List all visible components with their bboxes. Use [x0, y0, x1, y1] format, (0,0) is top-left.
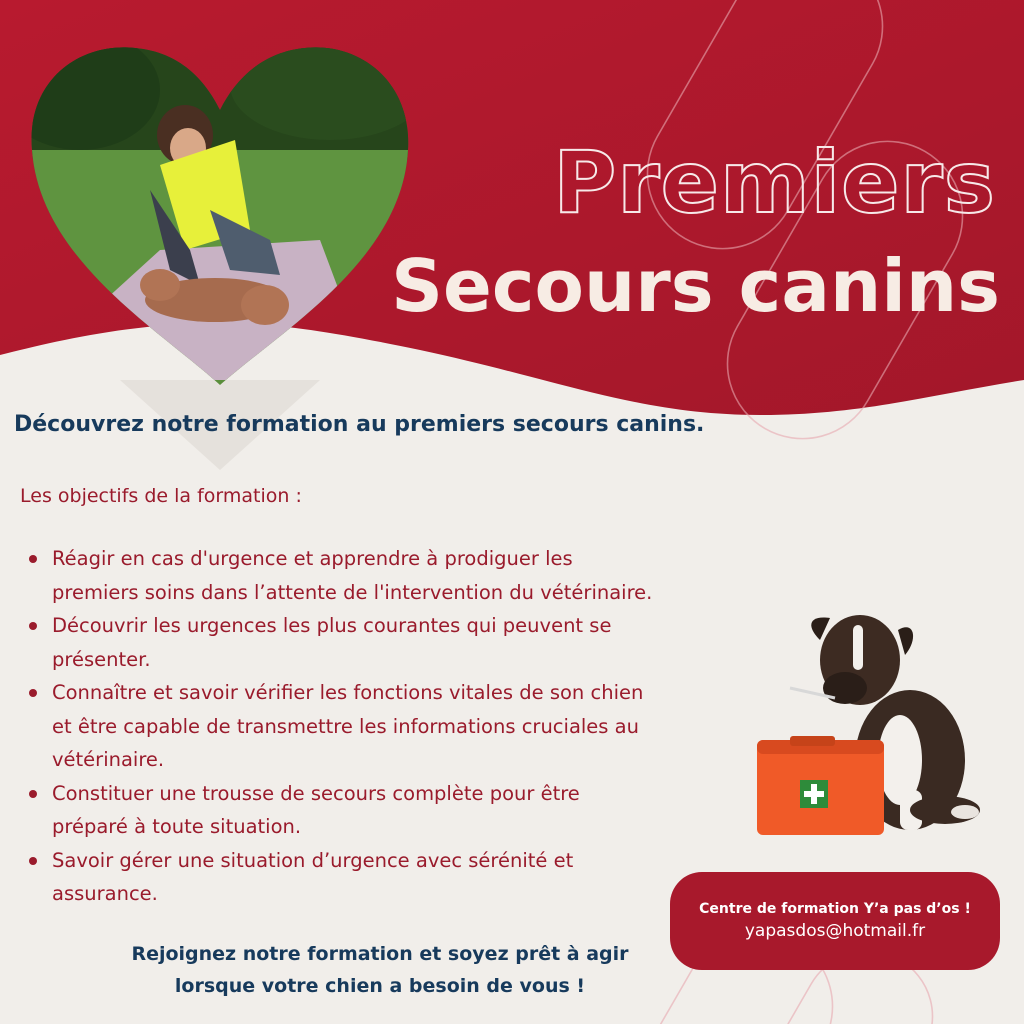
intro-text: Découvrez notre formation au premiers secours canins. — [14, 412, 705, 437]
objective-line: et être capable de transmettre les informations cruciales au — [52, 714, 639, 738]
objective-line: Réagir en cas d'urgence et apprendre à prodiguer les — [52, 547, 573, 570]
objective-line: préparé à toute situation. — [52, 815, 302, 838]
bullet-icon — [29, 790, 37, 798]
objective-item — [26, 676, 746, 777]
dog-with-first-aid-kit — [757, 615, 980, 835]
objective-line: assurance. — [52, 882, 158, 905]
bullet-icon — [29, 555, 37, 563]
bullet-icon — [29, 689, 37, 697]
objective-line: Découvrir les urgences les plus courantes qui peuvent se — [52, 614, 612, 637]
objective-item — [26, 542, 746, 609]
objective-line: vétérinaire. — [52, 748, 165, 771]
contact-email[interactable]: yapasdos@hotmail.fr — [744, 921, 926, 941]
contact-box — [670, 872, 1000, 970]
bullet-icon — [29, 622, 37, 630]
call-to-action — [60, 938, 700, 1002]
cta-line-2: lorsque votre chien a besoin de vous ! — [174, 975, 586, 997]
objective-item — [26, 777, 746, 844]
bullet-icon — [29, 857, 37, 865]
objective-line: présenter. — [52, 647, 151, 671]
cta-line-1: Rejoignez notre formation et soyez prêt à agir — [131, 943, 629, 965]
objective-line: Constituer une trousse de secours complète pour être — [52, 781, 580, 805]
title-line-2: Secours canins — [391, 244, 1000, 328]
objective-item — [26, 609, 746, 676]
contact-name: Centre de formation Y’a pas d’os ! — [699, 901, 971, 917]
objective-item — [26, 844, 746, 911]
objective-line: Savoir gérer une situation d’urgence avec sérénité et — [52, 848, 574, 872]
objective-line: Connaître et savoir vérifier les fonctions vitales de son chien — [52, 681, 644, 704]
objectives-title: Les objectifs de la formation : — [20, 485, 302, 507]
title-line-1: Premiers — [553, 133, 996, 233]
objectives-list — [26, 542, 746, 911]
objective-line: premiers soins dans l’attente de l'intervention du vétérinaire. — [52, 580, 653, 604]
